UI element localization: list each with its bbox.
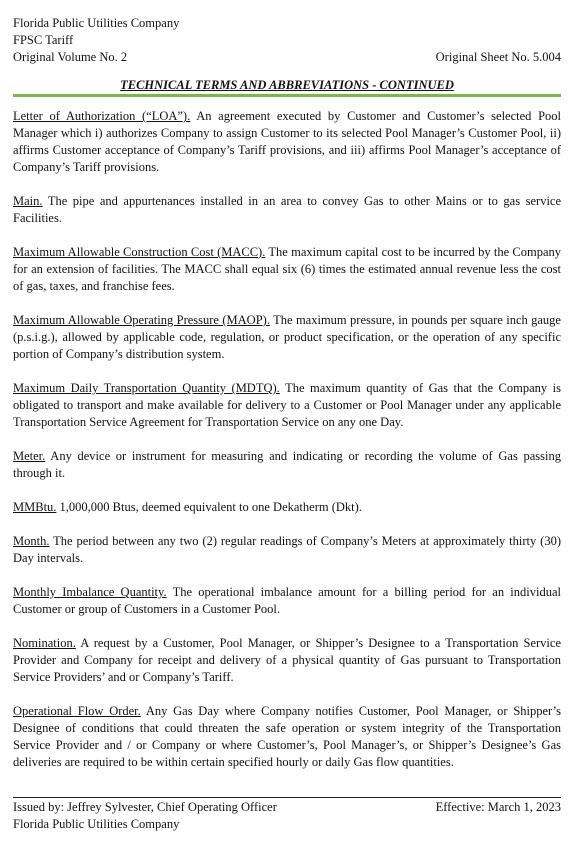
definition-text: Any device or instrument for measuring and indicating or recording the volume of Gas passing through it. — [13, 449, 561, 480]
definition-item — [13, 703, 561, 771]
definition-text: Any Gas Day where Company notifies Customer, Pool Manager, or Shipper’s Designee of conditions that could threaten the safe operation or system integrity of the Transportation Service Provider and / or Company or where Customer’s, Pool Manager’s, or Shipper’s Designee’s Gas deliveries are required to be within certain specified hourly or daily Gas flow quantities. — [13, 704, 562, 769]
definition-item — [13, 533, 561, 567]
definition-text: 1,000,000 Btus, deemed equivalent to one Dekatherm (Dkt). — [59, 500, 362, 514]
definition-term: Main. — [13, 194, 43, 208]
tariff-page — [13, 15, 561, 788]
footer-company: Florida Public Utilities Company — [13, 817, 180, 831]
definition-term: Operational Flow Order. — [13, 704, 141, 718]
definition-term: Meter. — [13, 449, 46, 463]
header-tariff: FPSC Tariff — [13, 33, 74, 47]
definition-item — [13, 635, 561, 686]
definition-term: Letter of Authorization (“LOA”). — [13, 109, 191, 123]
definition-term: Maximum Daily Transportation Quantity (MDTQ). — [13, 381, 280, 395]
section-title: TECHNICAL TERMS AND ABBREVIATIONS - CONTINUED — [120, 78, 454, 92]
footer-effective: Effective: March 1, 2023 — [435, 800, 561, 814]
definition-text: The maximum pressure, in pounds per square inch gauge (p.s.i.g.), allowed by applicable code, regulation, or product specification, or the operation of any specific portion of Company’s distribution system. — [13, 313, 561, 361]
definition-term: Maximum Allowable Construction Cost (MACC). — [13, 245, 266, 259]
header-volume-row — [13, 49, 561, 66]
header-sheet: Original Sheet No. 5.004 — [435, 50, 561, 64]
header-company: Florida Public Utilities Company — [13, 16, 180, 30]
definition-item — [13, 108, 561, 176]
footer-issued-by: Issued by: Jeffrey Sylvester, Chief Operating Officer — [13, 800, 277, 814]
definition-item — [13, 193, 561, 227]
header-volume: Original Volume No. 2 — [13, 50, 128, 64]
definition-item — [13, 499, 561, 516]
definition-text: An agreement executed by Customer and Customer’s selected Pool Manager which i) authorizes Company to assign Customer to its selected Pool Manager’s Customer Pool, ii) affirms Customer acceptance of Company’s Tariff provisions, and iii) affirms Pool Manager’s acceptance of Company’s Tariff provisions. — [13, 109, 561, 174]
header-company-row — [13, 15, 561, 32]
section-title-wrap — [13, 77, 561, 93]
definition-term: Month. — [13, 534, 50, 548]
definition-item — [13, 448, 561, 482]
header-tariff-row — [13, 32, 561, 49]
definition-term: Maximum Allowable Operating Pressure (MAOP). — [13, 313, 270, 327]
definition-item — [13, 380, 561, 431]
footer-issued-row — [13, 799, 561, 816]
definition-text: The operational imbalance amount for a billing period for an individual Customer or group of Customers in a Customer Pool. — [13, 585, 561, 616]
title-divider — [13, 94, 561, 97]
footer-company-row — [13, 816, 561, 833]
definition-text: The period between any two (2) regular readings of Company’s Meters at approximately thirty (30) Day intervals. — [13, 534, 561, 565]
definition-text: A request by a Customer, Pool Manager, or Shipper’s Designee to a Transportation Service Provider and Company for receipt and delivery of a physical quantity of Gas pursuant to Transportation Service Providers’ and or Company’s Tariff. — [13, 636, 561, 684]
definitions-list — [13, 108, 561, 771]
definition-term: Monthly Imbalance Quantity. — [13, 585, 167, 599]
definition-text: The maximum quantity of Gas that the Company is obligated to transport and make available for delivery to a Customer or Pool Manager under any applicable Transportation Service Agreement for Transportation Service on any one Day. — [13, 381, 562, 429]
definition-item — [13, 584, 561, 618]
definition-term: Nomination. — [13, 636, 76, 650]
definition-term: MMBtu. — [13, 500, 57, 514]
definition-text: The maximum capital cost to be incurred by the Company for an extension of facilities. The MACC shall equal six (6) times the estimated annual revenue less the cost of gas, taxes, and franchise fees. — [13, 245, 562, 293]
definition-item — [13, 312, 561, 363]
definition-item — [13, 244, 561, 295]
definition-text: The pipe and appurtenances installed in an area to convey Gas to other Mains or to gas service Facilities. — [13, 194, 562, 225]
page-footer — [13, 797, 561, 833]
